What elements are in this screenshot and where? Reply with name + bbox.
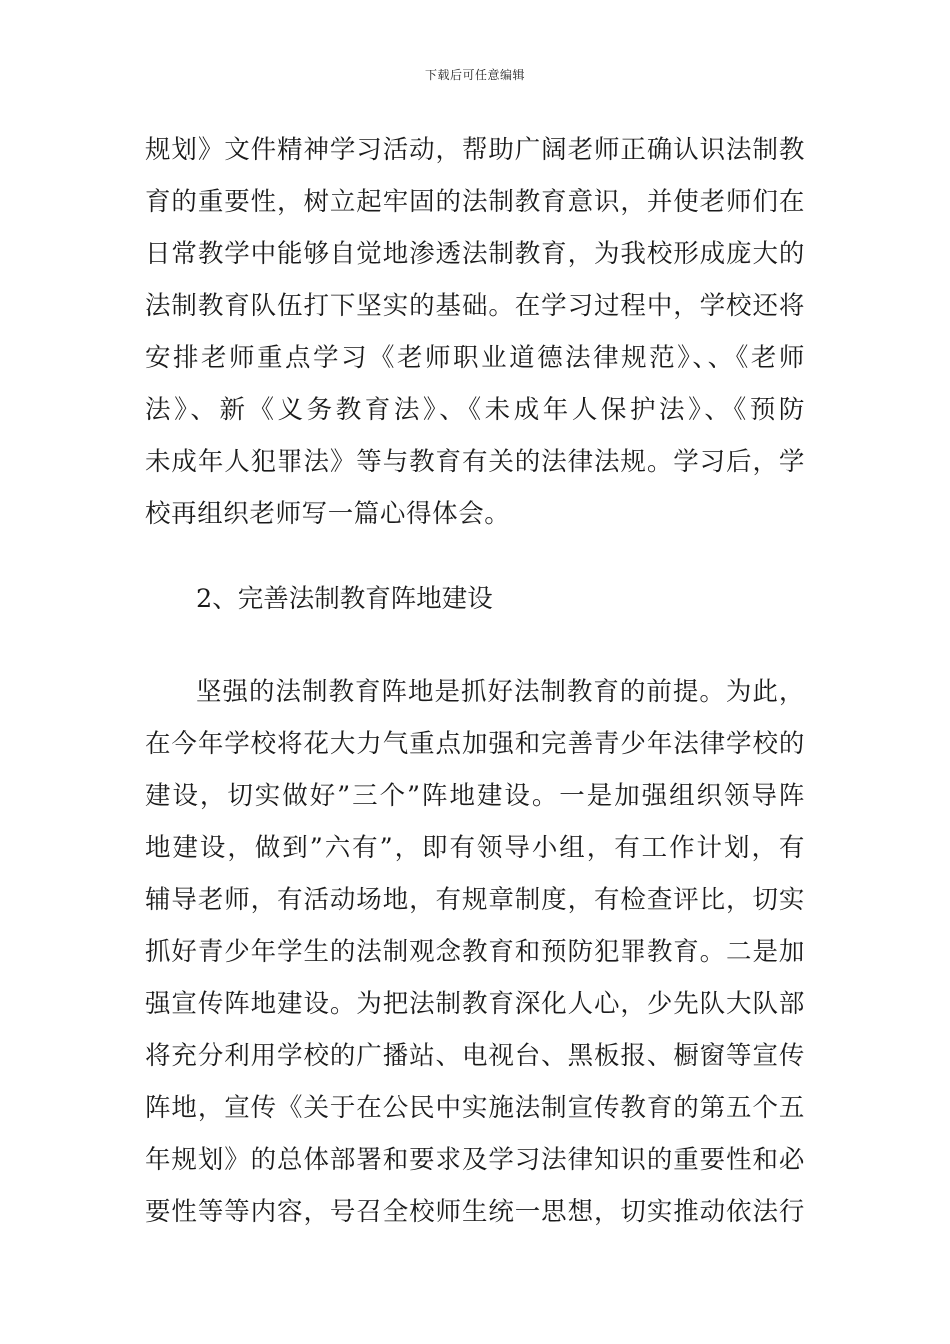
paragraph-line: 阵地，宣传《关于在公民中实施法制宣传教育的第五个五 <box>145 1093 805 1123</box>
paragraph-line: 坚强的法制教育阵地是抓好法制教育的前提。为此， <box>196 677 805 707</box>
paragraph-line: 法制教育队伍打下坚实的基础。在学习过程中，学校还将 <box>145 291 805 321</box>
paragraph-line: 将充分利用学校的广播站、电视台、黑板报、橱窗等宣传 <box>145 1041 805 1071</box>
paragraph-line: 规划》文件精神学习活动，帮助广阔老师正确认识法制教 <box>145 135 805 165</box>
paragraph-line: 法》、新《义务教育法》、《未成年人保护法》、《预防 <box>145 395 805 425</box>
page-header: 下载后可任意编辑 <box>424 68 525 82</box>
paragraph-line: 强宣传阵地建设。为把法制教育深化人心，少先队大队部 <box>145 989 805 1019</box>
paragraph-line: 年规划》的总体部署和要求及学习法律知识的重要性和必 <box>145 1145 805 1175</box>
paragraph-line: 抓好青少年学生的法制观念教育和预防犯罪教育。二是加 <box>145 937 805 967</box>
paragraph-line: 安排老师重点学习《老师职业道德法律规范》、、《老师 <box>145 343 805 373</box>
paragraph-line: 在今年学校将花大力气重点加强和完善青少年法律学校的 <box>145 729 805 759</box>
paragraph-line: 未成年人犯罪法》等与教育有关的法律法规。学习后，学 <box>145 447 805 477</box>
section-heading: 2、完善法制教育阵地建设 <box>196 584 493 614</box>
paragraph-line: 辅导老师，有活动场地，有规章制度，有检查评比，切实 <box>145 885 805 915</box>
paragraph-line: 建设，切实做好”三个”阵地建设。一是加强组织领导阵 <box>145 781 805 811</box>
paragraph-line: 育的重要性，树立起牢固的法制教育意识，并使老师们在 <box>145 187 805 217</box>
paragraph-line: 校再组织老师写一篇心得体会。 <box>145 499 511 529</box>
paragraph-line: 要性等等内容，号召全校师生统一思想，切实推动依法行 <box>145 1197 805 1227</box>
paragraph-line: 地建设，做到”六有”，即有领导小组，有工作计划，有 <box>145 833 805 863</box>
paragraph-line: 日常教学中能够自觉地渗透法制教育，为我校形成庞大的 <box>145 239 805 269</box>
